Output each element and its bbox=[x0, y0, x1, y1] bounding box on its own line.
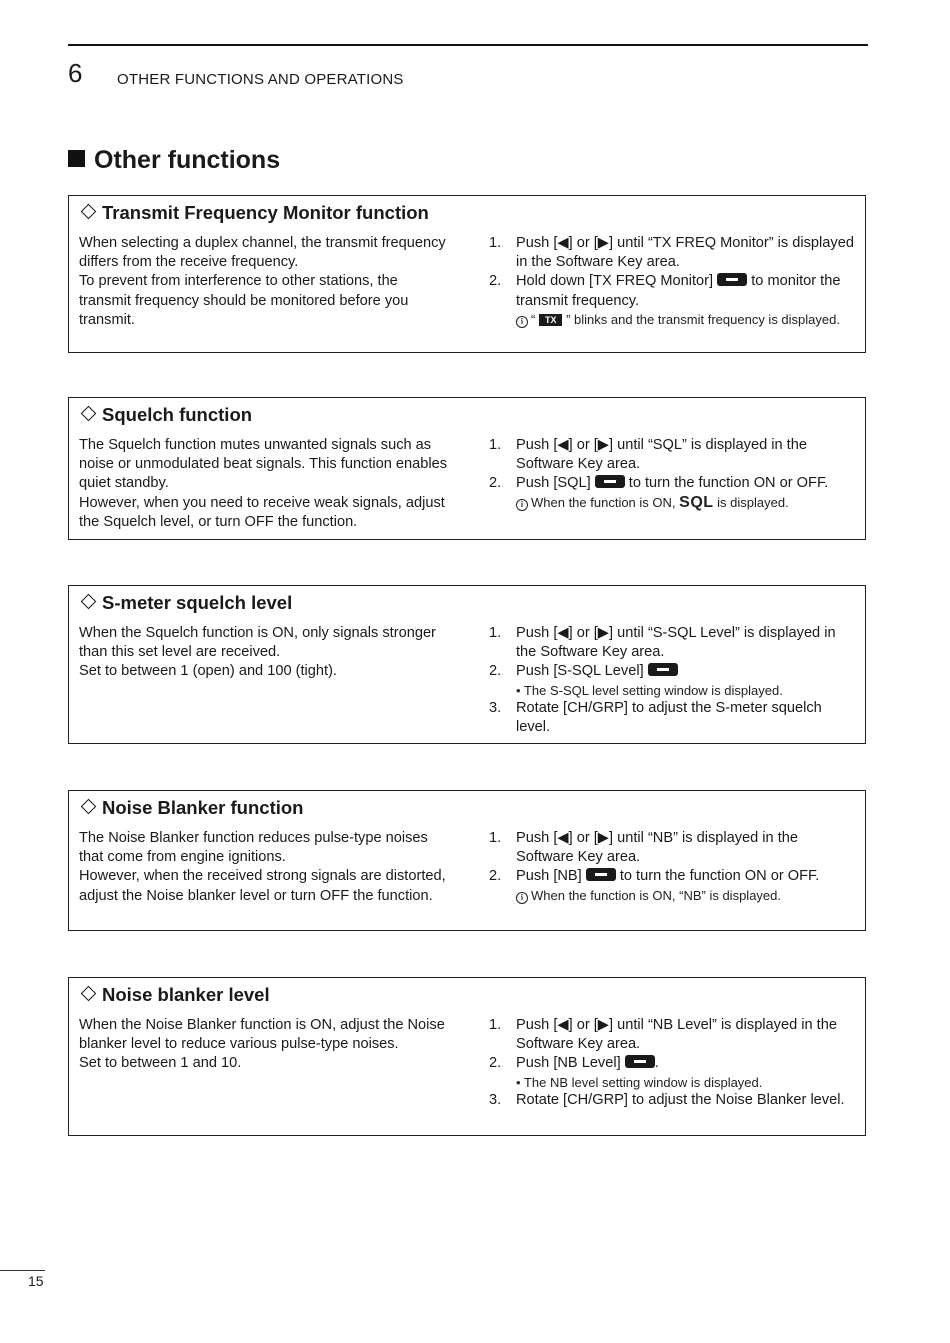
diamond-bullet-icon bbox=[81, 986, 97, 1002]
diamond-bullet-icon bbox=[81, 406, 97, 422]
step-item: 2. Hold down [TX FREQ Monitor] to monitor the transmit frequency. i “ TX ” blinks and the transmit frequency is displayed. bbox=[487, 272, 857, 328]
box-noise-blanker-function bbox=[68, 790, 866, 931]
step-item: 1. Push [◀] or [▶] until “S-SQL Level” is displayed in the Software Key area. bbox=[489, 625, 836, 661]
step-note: • The S-SQL level setting window is displayed. bbox=[516, 682, 783, 698]
box-steps bbox=[487, 1016, 857, 1110]
step-item: 1. Push [◀] or [▶] until “TX FREQ Monitor” is displayed in the Software Key area. bbox=[489, 235, 854, 271]
info-icon: i bbox=[516, 316, 528, 328]
diamond-bullet-icon bbox=[81, 799, 97, 815]
page-number-rule bbox=[0, 1270, 45, 1271]
step-note: i “ TX ” blinks and the transmit frequency is displayed. bbox=[516, 311, 857, 329]
box-steps bbox=[487, 436, 857, 511]
box-title: Noise Blanker function bbox=[79, 797, 303, 819]
step-item: 3. Rotate [CH/GRP] to adjust the S-meter squelch level. bbox=[489, 700, 822, 736]
step-item: 2. Push [NB Level] . • The NB level setting window is displayed. bbox=[487, 1054, 857, 1091]
box-title: Transmit Frequency Monitor function bbox=[79, 202, 429, 224]
page-number: 15 bbox=[28, 1273, 44, 1289]
box-steps bbox=[487, 624, 857, 738]
box-title: S-meter squelch level bbox=[79, 592, 292, 614]
box-noise-blanker-level bbox=[68, 977, 866, 1136]
sql-indicator: SQL bbox=[679, 493, 714, 511]
step-note: i When the function is ON, “NB” is displayed. bbox=[516, 887, 857, 905]
chapter-title: OTHER FUNCTIONS AND OPERATIONS bbox=[117, 71, 404, 88]
section-title: Other functions bbox=[68, 146, 280, 175]
step-item: 2. Push [S-SQL Level] • The S-SQL level setting window is displayed. bbox=[487, 662, 857, 699]
box-title: Squelch function bbox=[79, 404, 252, 426]
box-description: The Noise Blanker function reduces pulse-type noises that come from engine ignitions. However, when the received strong signals are distorted, adjust the Noise blanker level or turn OFF the function. bbox=[79, 830, 446, 904]
box-title: Noise blanker level bbox=[79, 984, 270, 1006]
step-item: 2. Push [NB] to turn the function ON or OFF. i When the function is ON, “NB” is displayed. bbox=[487, 867, 857, 904]
info-icon: i bbox=[516, 892, 528, 904]
step-note: • The NB level setting window is displayed. bbox=[516, 1074, 763, 1090]
box-description: When the Squelch function is ON, only signals stronger than this set level are received. Set to between 1 (open) and 100 (tight). bbox=[79, 625, 436, 680]
diamond-bullet-icon bbox=[81, 594, 97, 610]
tx-badge: TX bbox=[539, 314, 563, 326]
software-key-icon bbox=[586, 868, 616, 881]
box-description: When selecting a duplex channel, the transmit frequency differs from the receive frequency. To prevent from interference to other stations, the transmit frequency should be monitored before you transmit. bbox=[79, 235, 446, 328]
step-note: i When the function is ON, SQL is displayed. bbox=[516, 494, 857, 512]
box-steps bbox=[487, 234, 857, 328]
software-key-icon bbox=[595, 475, 625, 488]
box-description: When the Noise Blanker function is ON, adjust the Noise blanker level to reduce various pulse-type noises. Set to between 1 and 10. bbox=[79, 1017, 445, 1072]
step-item: 3. Rotate [CH/GRP] to adjust the Noise Blanker level. bbox=[489, 1092, 845, 1109]
box-s-meter-squelch-level bbox=[68, 585, 866, 744]
info-icon: i bbox=[516, 499, 528, 511]
diamond-bullet-icon bbox=[81, 204, 97, 220]
box-transmit-frequency-monitor bbox=[68, 195, 866, 353]
top-rule bbox=[68, 44, 868, 46]
software-key-icon bbox=[625, 1055, 655, 1068]
step-item: 1. Push [◀] or [▶] until “SQL” is displayed in the Software Key area. bbox=[489, 437, 807, 473]
box-steps bbox=[487, 829, 857, 904]
step-item: 2. Push [SQL] to turn the function ON or OFF. i When the function is ON, SQL is displayed. bbox=[487, 474, 857, 511]
box-squelch-function bbox=[68, 397, 866, 540]
square-bullet-icon bbox=[68, 150, 85, 167]
box-description: The Squelch function mutes unwanted signals such as noise or unmodulated beat signals. This function enables quiet standby. However, when you need to receive weak signals, adjust the Squelch level, or turn OFF the function. bbox=[79, 437, 448, 530]
step-item: 1. Push [◀] or [▶] until “NB Level” is displayed in the Software Key area. bbox=[489, 1017, 837, 1053]
step-item: 1. Push [◀] or [▶] until “NB” is displayed in the Software Key area. bbox=[489, 830, 799, 866]
software-key-icon bbox=[648, 663, 678, 676]
chapter-number: 6 bbox=[68, 58, 83, 88]
software-key-icon bbox=[717, 273, 747, 286]
